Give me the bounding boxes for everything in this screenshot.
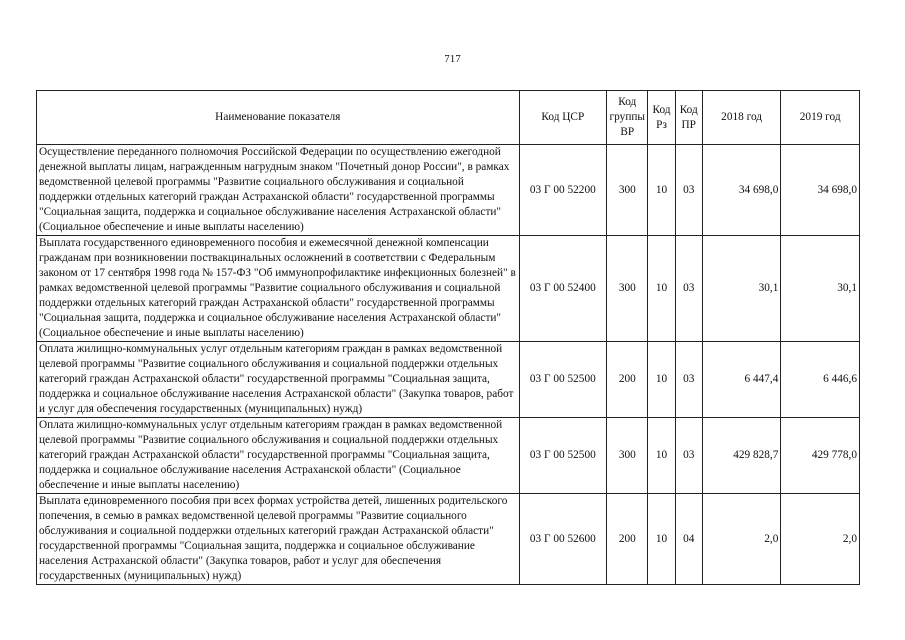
header-vr: Код группы ВР — [607, 91, 648, 145]
row-vr: 300 — [607, 236, 648, 342]
row-vr: 200 — [607, 494, 648, 585]
row-name: Выплата государственного единовременного пособия и ежемесячной денежной компенсации гражданам при возникновении поствакцинальных осложнений в соответствии с Федеральным законом от 17 сентября 1998 года № 157-ФЗ "Об иммунопрофилактике инфекционных болезней" в рамках ведомственной целевой программы "Развитие социального обслуживания и социальной поддержки отдельных категорий граждан Астраханской области" государственной программы "Социальная защита, поддержка и социальное обслуживание населения Астраханской области" (Социальное обеспечение и иные выплаты населению) — [37, 236, 520, 342]
header-2018: 2018 год — [702, 91, 781, 145]
header-pr: Код ПР — [675, 91, 702, 145]
table-row — [37, 236, 860, 342]
page-number: 717 — [444, 53, 461, 65]
row-2018: 34 698,0 — [702, 145, 781, 236]
header-csr: Код ЦСР — [519, 91, 607, 145]
row-2019: 2,0 — [781, 494, 860, 585]
row-2019: 429 778,0 — [781, 418, 860, 494]
row-2019: 30,1 — [781, 236, 860, 342]
row-rz: 10 — [648, 494, 675, 585]
row-rz: 10 — [648, 236, 675, 342]
table-row — [37, 145, 860, 236]
row-csr: 03 Г 00 52500 — [519, 342, 607, 418]
table-row — [37, 418, 860, 494]
table-row — [37, 494, 860, 585]
row-name: Осуществление переданного полномочия Российской Федерации по осуществлению ежегодной денежной выплаты лицам, награжденным нагрудным знаком "Почетный донор России", в рамках ведомственной целевой программы "Развитие социального обслуживания и социальной поддержки отдельных категорий граждан Астраханской области" государственной программы "Социальная защита, поддержка и социальное обслуживание населения Астраханской области" (Социальное обеспечение и иные выплаты населению) — [37, 145, 520, 236]
header-name: Наименование показателя — [37, 91, 520, 145]
row-2019: 34 698,0 — [781, 145, 860, 236]
row-rz: 10 — [648, 145, 675, 236]
row-pr: 03 — [675, 236, 702, 342]
table-row — [37, 342, 860, 418]
header-rz: Код Рз — [648, 91, 675, 145]
header-2019: 2019 год — [781, 91, 860, 145]
row-pr: 03 — [675, 418, 702, 494]
row-name: Оплата жилищно-коммунальных услуг отдельным категориям граждан в рамках ведомственной целевой программы "Развитие социального обслуживания и социальной поддержки отдельных категорий граждан Астраханской области" государственной программы "Социальная защита, поддержка и социальное обслуживание населения Астраханской области" (Социальное обеспечение и иные выплаты населению) — [37, 418, 520, 494]
row-csr: 03 Г 00 52200 — [519, 145, 607, 236]
row-2019: 6 446,6 — [781, 342, 860, 418]
row-2018: 429 828,7 — [702, 418, 781, 494]
row-2018: 6 447,4 — [702, 342, 781, 418]
row-name: Оплата жилищно-коммунальных услуг отдельным категориям граждан в рамках ведомственной целевой программы "Развитие социального обслуживания и социальной поддержки отдельных категорий граждан Астраханской области" государственной программы "Социальная защита, поддержка и социальное обслуживание населения Астраханской области" (Закупка товаров, работ и услуг для обеспечения государственных (муниципальных) нужд) — [37, 342, 520, 418]
row-csr: 03 Г 00 52600 — [519, 494, 607, 585]
table-header-row — [37, 91, 860, 145]
row-vr: 300 — [607, 145, 648, 236]
row-pr: 03 — [675, 145, 702, 236]
row-pr: 04 — [675, 494, 702, 585]
row-pr: 03 — [675, 342, 702, 418]
row-csr: 03 Г 00 52400 — [519, 236, 607, 342]
row-rz: 10 — [648, 418, 675, 494]
row-vr: 300 — [607, 418, 648, 494]
row-name: Выплата единовременного пособия при всех формах устройства детей, лишенных родительского попечения, в семью в рамках ведомственной целевой программы "Развитие социального обслуживания и социальной поддержки отдельных категорий граждан Астраханской области" государственной программы "Социальная защита, поддержка и социальное обслуживание населения Астраханской области" (Закупка товаров, работ и услуг для обеспечения государственных (муниципальных) нужд) — [37, 494, 520, 585]
budget-table — [36, 90, 860, 585]
row-vr: 200 — [607, 342, 648, 418]
row-2018: 30,1 — [702, 236, 781, 342]
row-csr: 03 Г 00 52500 — [519, 418, 607, 494]
row-2018: 2,0 — [702, 494, 781, 585]
row-rz: 10 — [648, 342, 675, 418]
